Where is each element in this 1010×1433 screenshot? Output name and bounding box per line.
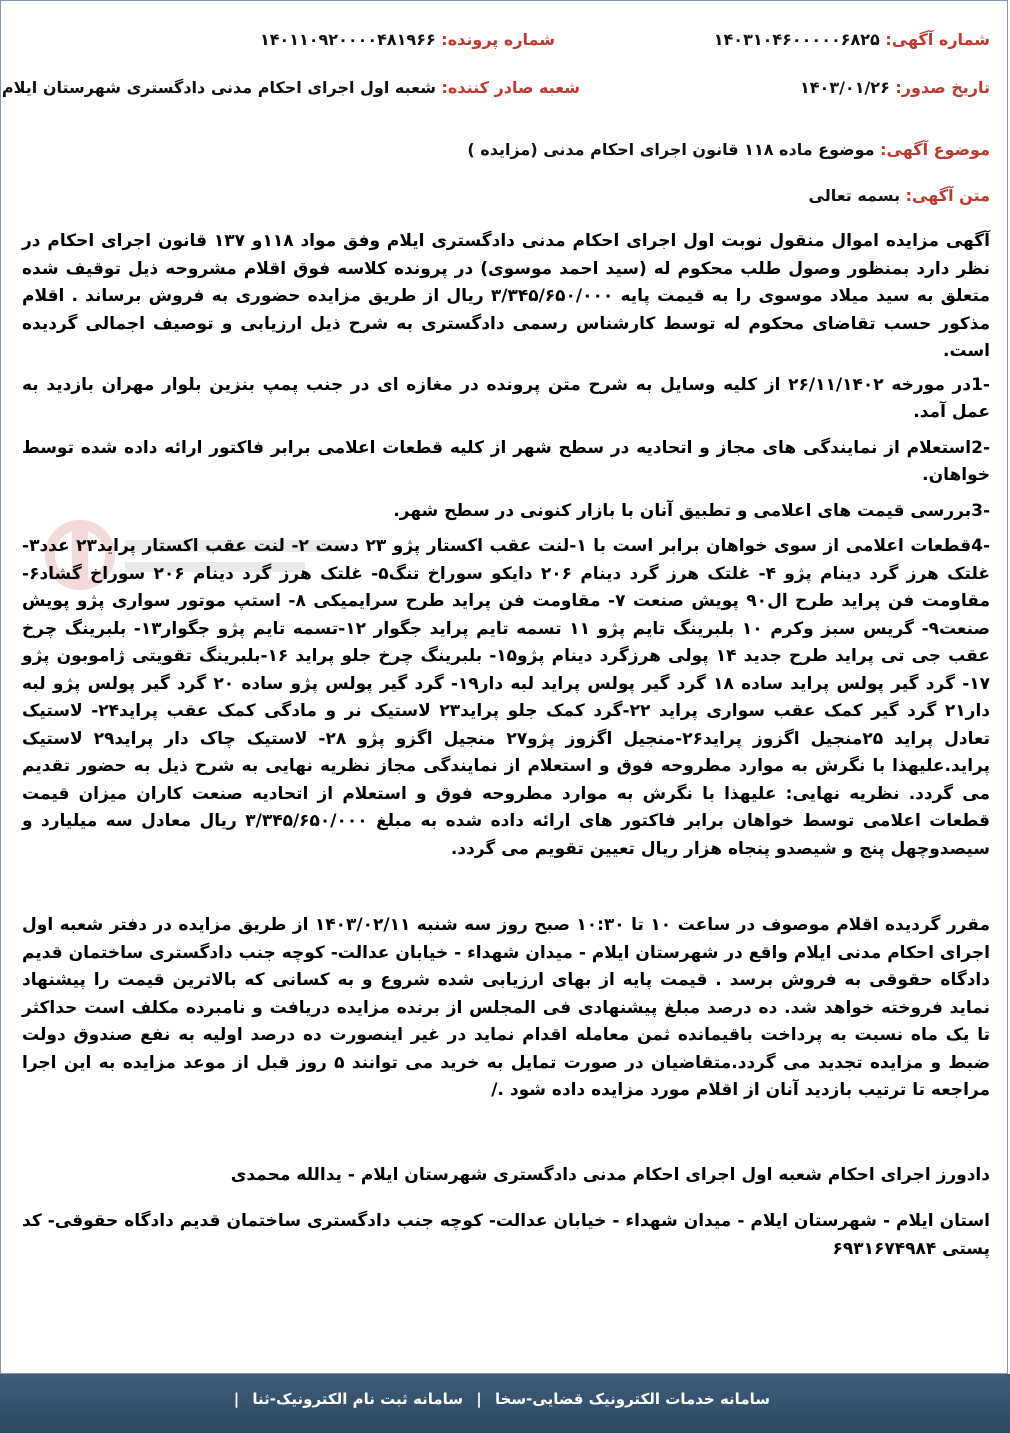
- auction-paragraph: مقرر گردیده اقلام موصوف در ساعت ۱۰ تا ۱۰:۳۰ صبح روز سه شنبه ۱۴۰۳/۰۲/۱۱ از طریق مزایده در دفتر شعبه اول اجرای احکام مدنی ایلام واقع در شهرستان ایلام - میدان شهداء - خیابان عدالت- کوچه جنب دادگستری ساختمان قدیم دادگاه حقوقی به فروش برسد . قیمت پایه از بهای ارزیابی شده شروع و به کسانی که بالاترین قیمت را پیشنهاد نماید فروخته خواهد شد. ده درصد مبلغ پیشنهادی فی المجلس از برنده مزایده دریافت و نامبرده مکلف است حداکثر تا یک ماه نسبت به پرداخت باقیمانده ثمن معامله اقدام نماید در غیر اینصورت ده درصد اولیه به نفع صندوق دولت ضبط و مزایده تجدید می گردد.متقاضیان در صورت تمایل به خرید می توانند ۵ روز قبل از موعد مزایده به این اجرا مراجعه تا ترتیب بازدید آنان از اقلام مورد مزایده داده شود ./: [22, 915, 991, 1100]
- header-row-2: [1, 78, 990, 108]
- footer-separator: |: [476, 1390, 482, 1408]
- address-section: [22, 1208, 990, 1263]
- issue-date-value: ۱۴۰۳/۰۱/۲۶: [800, 78, 890, 97]
- header-row-1: [20, 30, 990, 60]
- subject-row: [20, 140, 990, 170]
- notice-text-header: [809, 186, 990, 205]
- signature-section: [22, 1162, 990, 1190]
- notice-number: [714, 30, 990, 49]
- issuing-branch: [2, 78, 580, 97]
- text-label: متن آگهی:: [905, 186, 990, 205]
- subject-value: موضوع ماده ۱۱۸ قانون اجرای احکام مدنی (مزایده ): [467, 140, 875, 159]
- notice-subject: [467, 140, 990, 159]
- issuing-branch-value: شعبه اول اجرای احکام مدنی دادگستری شهرستان ایلام: [1, 78, 436, 97]
- notice-number-label: شماره آگهی:: [885, 30, 990, 49]
- item-1: -1در مورخه ۲۶/۱۱/۱۴۰۲ از کلیه وسایل به شرح متن پرونده در مغازه ای در جنب پمپ بنزین بلوار مهران بازدید به عمل آمد.: [22, 374, 990, 422]
- signature-line: دادورز اجرای احکام شعبه اول اجرای احکام مدنی دادگستری شهرستان ایلام - یدالله محمدی: [230, 1165, 990, 1185]
- issue-date: [800, 78, 990, 97]
- case-number-label: شماره پرونده:: [441, 30, 555, 49]
- notice-body: [22, 228, 990, 863]
- intro-paragraph: آگهی مزایده اموال منقول نوبت اول اجرای احکام مدنی دادگستری ایلام وفق مواد ۱۱۸و ۱۳۷ قانون اجرای احکام در نظر دارد بمنظور وصول طلب محکوم له (سید احمد موسوی) در پرونده کلاسه فوق اقلام مشروحه ذیل توقیف شده متعلق به سید میلاد موسوی را به قیمت پایه ۳/۳۴۵/۶۵۰/۰۰۰ ریال از طریق مزایده حضوری به فروش برساند . اقلام مذکور حسب تقاضای محکوم له توسط کارشناس رسمی دادگستری به شرح ذیل ارزیابی و توصیف اجمالی گردیده است.: [22, 231, 990, 361]
- address-line: استان ایلام - شهرستان ایلام - میدان شهداء - خیابان عدالت- کوچه جنب دادگستری ساختمان قدیم دادگاه حقوقی- کد پستی ۶۹۳۱۶۷۴۹۸۴: [22, 1211, 990, 1259]
- item-3: -3بررسی قیمت های اعلامی و تطبیق آنان با بازار کنونی در سطح شهر.: [393, 500, 990, 521]
- text-value: بسمه تعالی: [808, 186, 901, 205]
- footer-link-sakha[interactable]: سامانه خدمات الکترونیک قضایی-سخا: [494, 1390, 770, 1408]
- footer-links: [226, 1390, 770, 1408]
- text-row: [20, 186, 990, 216]
- issue-date-label: تاریخ صدور:: [895, 78, 990, 97]
- case-number-value: ۱۴۰۱۱۰۹۲۰۰۰۰۴۸۱۹۶۶: [259, 30, 436, 49]
- case-number: [260, 30, 555, 49]
- issuing-branch-label: شعبه صادر کننده:: [441, 78, 580, 97]
- item-4: -4قطعات اعلامی از سوی خواهان برابر است با ۱-لنت عقب اکستار پژو ۲۳ دست ۲- لنت عقب اکستار پراید۲۳ عدد۳- غلتک هرز گرد دینام پژو ۴- غلتک هرز گرد دینام ۲۰۶ دایکو سوراخ تنگ۵- غلتک هرز گرد دینام ۲۰۶ سوراخ گشاد۶- مقاومت فن پراید طرح ال۹۰ پویش صنعت ۷- مقاومت فن پراید طرح سرایمیکی ۸- استپ موتور سواری پژو پویش صنعت۹- گریس سبز وکرم ۱۰ بلبرینگ تایم پژو ۱۱ تسمه تایم پراید جگوار ۱۲-تسمه تایم پژو جگوار۱۳- بلبرینگ چرخ عقب جی تی پراید طرح جدید ۱۴ پولی هرزگرد دینام پژو۱۵- بلبرینگ چرخ جلو پراید ۱۶-بلبرینگ تقویتی ژاموبون پژو ۱۷- گرد گیر پولس پراید ساده ۱۸ گرد گیر پولس پراید لبه دار۱۹- گرد گیر پولس پژو ساده ۲۰ گرد گیر پولس پژو لبه دار۲۱ گرد گیر کمک عقب سواری پراید ۲۲-گرد کمک جلو پراید۲۳ لاستیک نر و مادگی کمک عقب پراید۲۴- لاستیک تعادل پراید ۲۵منجیل اگزوز پراید۲۶-منجیل اگزوز پژو۲۷ منجیل اگزو پژو ۲۸- لاستیک چاک دار پراید۲۹ لاستیک پراید.علیهذا با نگرش به موارد مطروحه فوق و استعلام از نمایندگی مجاز نظریه نهایی به شرح ذیل به حضور تقدیم می گردد. نظریه نهایی: علیهذا با نگرش به موارد مطروحه فوق و استعلام از اتحادیه صنعت کاران میزان قیمت قطعات اعلامی توسط خواهان برابر فاکتور های ارائه داده شده به مبلغ ۳/۳۴۵/۶۵۰/۰۰۰ ریال معادل سه میلیارد و سیصدوچهل پنج و شیصدو پنجاه هزار ریال تعیین تقویم می گردد.: [22, 536, 991, 859]
- footer-separator-end: |: [233, 1390, 240, 1408]
- auction-section: [22, 912, 990, 1105]
- item-2: -2استعلام از نمایندگی های مجاز و اتحادیه در سطح شهر از کلیه قطعات اعلامی برابر فاکتور ارائه داده شده توسط خواهان.: [22, 437, 990, 485]
- footer-link-sana[interactable]: سامانه ثبت نام الکترونیک-ثنا: [252, 1390, 464, 1408]
- notice-number-value: ۱۴۰۳۱۰۴۶۰۰۰۰۰۶۸۲۵: [713, 30, 880, 49]
- footer-bar: [0, 1374, 1010, 1433]
- subject-label: موضوع آگهی:: [880, 140, 990, 159]
